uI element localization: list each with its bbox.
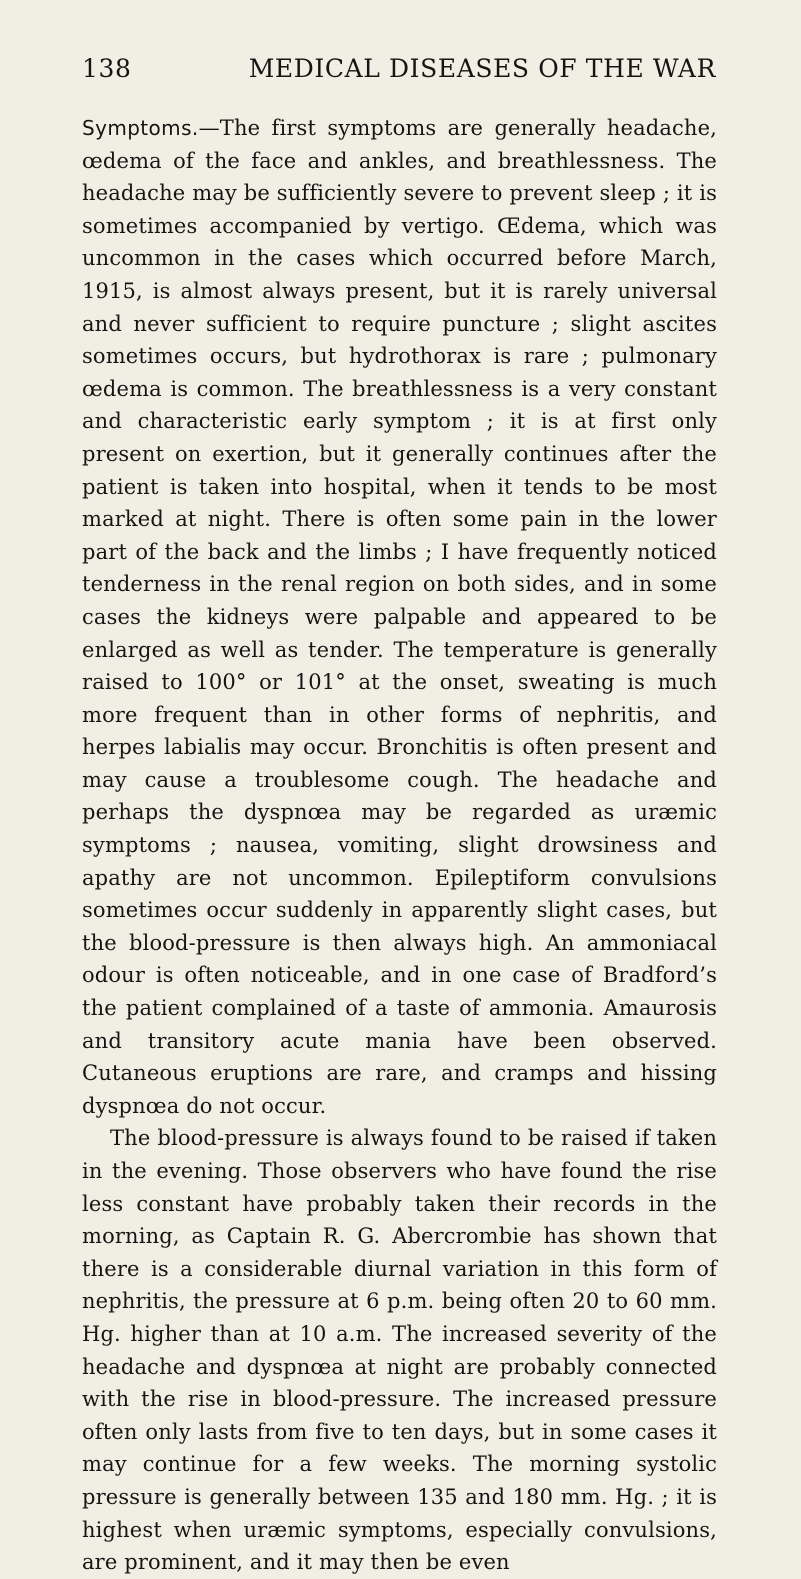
page-number: 138 <box>82 54 132 83</box>
paragraph-symptoms-text: —The first symptoms are generally headache, œdema of the face and ankles, and breathlessness. The headache may be sufficiently severe to prevent sleep ; it is sometimes accompanied by vertigo. Œdema, which was uncommon in the cases which occurred before March, 1915, is almost always present, but it is rarely universal and never sufficient to require puncture ; slight ascites sometimes occurs, but hydrothorax is rare ; pulmonary œdema is common. The breathlessness is a very constant and characteristic early symptom ; it is at first only present on exertion, but it generally continues after the patient is taken into hospital, when it tends to be most marked at night. There is often some pain in the lower part of the back and the limbs ; I have frequently noticed tenderness in the renal region on both sides, and in some cases the kidneys were palpable and appeared to be enlarged as well as tender. The temperature is generally raised to 100° or 101° at the onset, sweating is much more frequent than in other forms of nephritis, and herpes labialis may occur. Bronchitis is often present and may cause a troublesome cough. The headache and perhaps the dyspnœa may be regarded as uræmic symptoms ; nausea, vomiting, slight drowsiness and apathy are not uncommon. Epileptiform convulsions sometimes occur suddenly in apparently slight cases, but the blood-pressure is then always high. An ammoniacal odour is often noticeable, and in one case of Bradford’s the patient complained of a taste of ammonia. Amaurosis and transitory acute mania have been observed. Cutaneous eruptions are rare, and cramps and hissing dyspnœa do not occur. <box>82 116 717 1118</box>
page-header <box>82 48 716 90</box>
section-lead-symptoms: Symptoms. <box>82 116 199 140</box>
body-text <box>82 112 717 1579</box>
running-title: MEDICAL DISEASES OF THE WAR <box>248 54 716 83</box>
paragraph-blood-pressure: The blood-pressure is always found to be raised if taken in the evening. Those observers who have found the rise less constant have probably taken their records in the morning, as Captain R. G. Abercrombie has shown that there is a considerable diurnal variation in this form of nephritis, the pressure at 6 p.m. being often 20 to 60 mm. Hg. higher than at 10 a.m. The increased severity of the headache and dyspnœa at night are probably connected with the rise in blood-pressure. The increased pressure often only lasts from five to ten days, but in some cases it may continue for a few weeks. The morning systolic pressure is generally between 135 and 180 mm. Hg. ; it is highest when uræmic symptoms, especially convulsions, are prominent, and it may then be even <box>82 1126 717 1575</box>
paragraph-symptoms <box>82 112 717 1122</box>
